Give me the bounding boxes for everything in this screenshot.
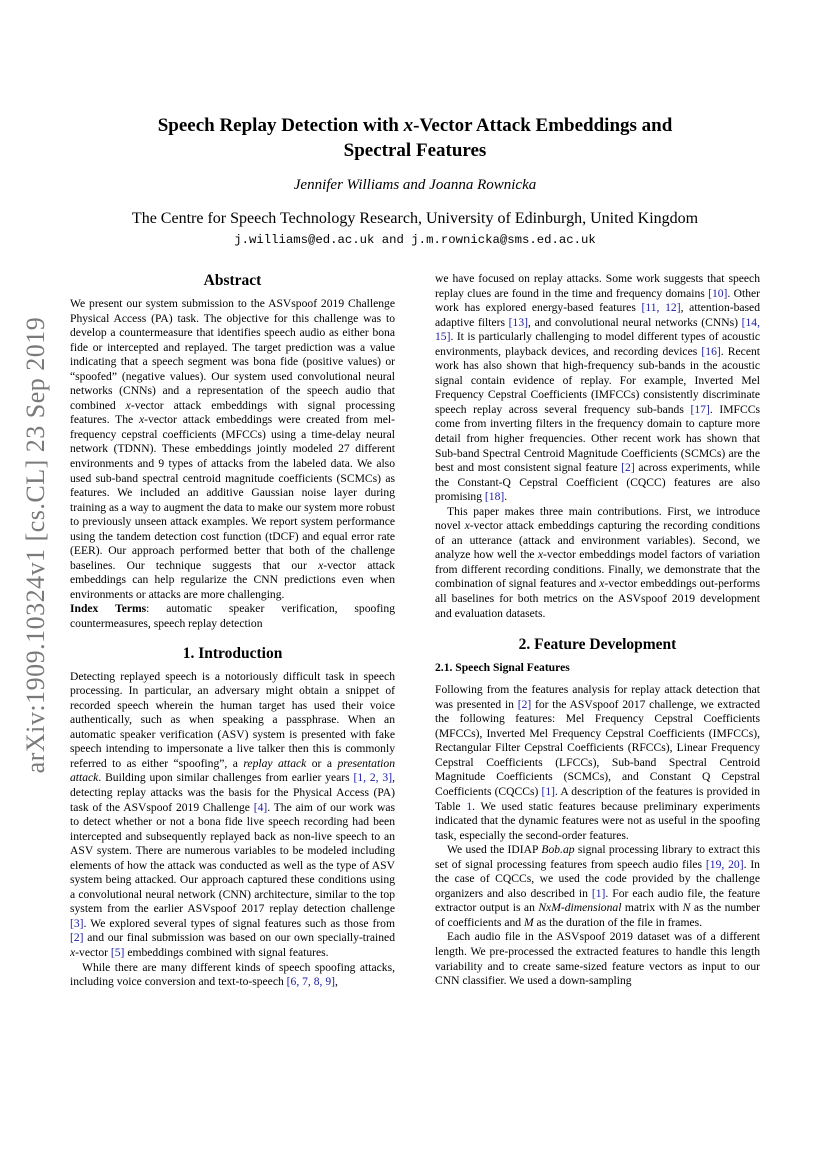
italic-x: x <box>537 548 544 562</box>
math-symbol: N <box>682 901 691 915</box>
arxiv-identifier: arXiv:1909.10324v1 [cs.CL] 23 Sep 2019 <box>21 316 50 774</box>
intro-part: . The aim of our work was to detect whether or not a bona fide live speech recording had been intercepted and subsequently replayed back as non-live speech to an ASV system. There are numerous variables to be modeled including elements of how the attack was conducted as well as the type of ASV system being attacked. Our approach captured these conditions using a convolutional neural network (CNN) architecture, similar to the top system from the earlier ASVspoof 2017 replay detection challenge <box>70 800 395 916</box>
text-part: . <box>504 490 508 504</box>
features-paragraph-1 <box>435 683 760 843</box>
italic-x: x <box>70 945 76 959</box>
text-part: . In the case of CQCCs, we used the code provided by the challenge organizers and also described in <box>435 857 760 900</box>
text-italic: -dimensional <box>560 901 622 915</box>
introduction-heading: 1. Introduction <box>182 644 283 662</box>
text-part: for the ASVspoof 2017 challenge, we extracted the following features: Mel Frequency Cepstral Coefficients (MFCCs), Inverted Mel Frequency Cepstral Coefficients (IMFCCs), Rectangular Filter Cepstral Coefficients (RFCCs), Linear Frequency Cepstral Coefficients (LFCCs), Sub-band Spectral Centroid Magnitude Coefficients (SCMCs), and Constant Q Cepstral Coefficients (CQCCs) <box>435 697 760 798</box>
text-part: . For each audio file, the feature extractor output is an <box>435 886 761 915</box>
citation-link[interactable]: [5] <box>110 945 125 959</box>
speech-signal-features-subheading: 2.1. Speech Signal Features <box>435 661 570 675</box>
feature-development-heading: 2. Feature Development <box>518 636 677 654</box>
citation-link[interactable]: [16] <box>701 344 721 358</box>
text-part: . A description of the features is provided in Table <box>435 784 761 813</box>
citation-link[interactable]: [14, 15] <box>435 315 760 344</box>
intro-part: While there are many different kinds of speech spoofing attacks, including voice conversion and text-to-speech <box>70 960 395 989</box>
text-part: -vector embeddings out-performs all baselines for both metrics on the ASVspoof 2019 development and evaluation datasets. <box>435 577 760 620</box>
left-column <box>70 272 395 990</box>
intro-part: or a <box>306 756 338 770</box>
features-paragraph-2 <box>435 843 760 930</box>
intro-paragraph-2 <box>70 961 395 990</box>
text-part: we have focused on replay attacks. Some work suggests that speech replay clues are found in the time and frequency domains <box>435 272 760 300</box>
index-terms <box>70 602 395 631</box>
math-symbol: M <box>523 915 534 929</box>
math-symbol: NxM <box>538 901 561 915</box>
italic-x: x <box>138 413 145 427</box>
text-part: . Recent work has also shown that high-frequency sub-bands in the acoustic signal contain evidence of replay. For example, Inverted Mel Frequency Cepstral Coefficients (IMFCCs) consistently discriminate speech replay across several frequency sub-bands <box>435 344 760 416</box>
citation-link[interactable]: [3] <box>70 916 84 930</box>
intro-part: and our final submission was based on our own specially-trained <box>83 931 395 945</box>
italic-x: x <box>599 577 605 591</box>
arxiv-sidebar <box>16 250 56 840</box>
citation-link[interactable]: [1] <box>541 784 556 798</box>
title-line1-x: x <box>403 115 414 136</box>
citation-link[interactable]: [10] <box>708 286 728 300</box>
abstract-text <box>70 297 395 602</box>
text-part: as the duration of the file in frames. <box>533 915 703 929</box>
text-part: as the number of coefficients and <box>435 901 761 929</box>
abstract-heading: Abstract <box>203 272 262 289</box>
text-part: Following from the features analysis for replay attack detection that was presented in <box>435 683 760 711</box>
text-part: -vector embeddings model factors of variation from different recording conditions. Finally, we demonstrate that the combination of signal features and <box>435 548 760 591</box>
italic-x: x <box>318 558 324 572</box>
text-part: . Other work has explored energy-based features <box>435 286 760 315</box>
citation-link[interactable]: [18] <box>484 490 505 504</box>
author-emails: j.williams@ed.ac.uk and j.m.rownicka@sms.ed.ac.uk <box>234 233 596 247</box>
intro-part: . Building upon similar challenges from earlier years <box>98 771 354 785</box>
abstract-part: -vector attack embeddings were created from mel-frequency cepstral coefficients (MFCCs) using a time-delay neural network (TDNN). These embeddings jointly modeled 27 different environments and 9 types of attacks from the labeled data. We also used sub-band spectral centroid magnitude coefficients (SCMCs) as features. We included an additive Gaussian noise layer during training as a way to augment the data to make our system more robust to previously unseen attack examples. We report system performance using the tandem detection cost function (tDCF) and equal error rate (EER). Our approach performed better that both of the challenge baselines. Our technique suggests that our <box>70 413 395 572</box>
text-part: signal processing library to extract this set of signal processing features from speech audio files <box>435 843 760 871</box>
intro-part: -vector <box>75 945 111 959</box>
text-part: , and convolutional neural networks (CNNs) <box>528 315 742 329</box>
table-reference-link[interactable]: 1 <box>466 799 473 813</box>
intro-part: , <box>334 975 338 989</box>
intro-italic: replay attack <box>243 756 307 770</box>
related-work-paragraph <box>435 272 760 505</box>
citation-link[interactable]: [2] <box>517 697 532 711</box>
citation-link[interactable]: [17] <box>690 402 710 416</box>
citation-link[interactable]: [2] <box>621 461 635 475</box>
features-paragraph-3: Each audio file in the ASVspoof 2019 dataset was of a different length. We pre-processed the extracted features to handle this length variability and to create same-sized feature vectors as input to our CNN classifier. We used a down-sampling <box>435 930 760 988</box>
text-part: -vector attack embeddings capturing the recording conditions of an utterance (attack and environment variables). Second, we analyze how well the <box>435 519 760 562</box>
text-part: . IMFCCs come from inverting filters in the frequency domain to capture more detail from higher frequencies. Other recent work has shown that Sub-band Spectral Centroid Magnitude Coefficients (SCMCs) are the best and most consistent signal feature <box>435 402 760 475</box>
intro-part: , detecting replay attacks was the basis for the Physical Access (PA) task of the ASVspoof 2019 Challenge <box>70 771 395 814</box>
text-part: matrix with <box>621 901 683 915</box>
right-column <box>435 272 760 989</box>
citation-link[interactable]: [11, 12] <box>641 301 681 315</box>
title-line1-b: -Vector Attack Embeddings and <box>413 115 673 136</box>
citation-link[interactable]: [1, 2, 3] <box>353 771 393 785</box>
citation-link[interactable]: [13] <box>508 315 528 329</box>
citation-link[interactable]: [2] <box>70 931 84 945</box>
index-terms-text: : automatic speaker verification, spoofing countermeasures, speech replay detection <box>70 602 396 631</box>
text-part: . It is particularly challenging to model different types of acoustic environments, playback devices, and recording devices <box>435 330 760 358</box>
abstract-part: We present our system submission to the ASVspoof 2019 Challenge Physical Access (PA) task. The objective for this challenge was to develop a countermeasure that identifies speech audio as either bona fide or intercepted and replayed. The target prediction was a value indicating that a speech segment was bona fide (positive values) or “spoofed” (negative values). Our system used convolutional neural networks (CNNs) and a representation of the speech audio that combined <box>70 297 395 412</box>
intro-paragraph-1 <box>70 670 395 961</box>
citation-link[interactable]: [19, 20] <box>705 857 744 871</box>
contributions-paragraph <box>435 505 760 621</box>
italic-x: x <box>125 398 131 412</box>
text-part: This paper makes three main contributions. First, we introduce novel <box>435 504 760 533</box>
text-part: . We used static features because preliminary experiments indicated that the dynamic features were not as useful in the spoofing task, especially the second-order features. <box>435 799 760 842</box>
text-part: , attention-based adaptive filters <box>435 301 760 329</box>
intro-part: embeddings combined with signal features. <box>124 945 329 959</box>
intro-part: Detecting replayed speech is a notoriously difficult task in speech processing. In particular, an adversary might obtain a snippet of recorded speech wherein the human target has used their voice authentically, such as when speaking a passphrase. When an automatic speaker verification (ASV) system is presented with fake speech intending to impersonate a live talker then this is commonly referred to as either “spoofing”, a <box>70 669 395 770</box>
abstract-part: -vector attack embeddings can help regularize the CNN predictions even when environments or attacks are more challenging. <box>70 558 395 601</box>
intro-part: . We explored several types of signal features such as those from <box>83 916 395 930</box>
abstract-part: -vector attack embeddings with signal processing features. The <box>70 398 395 427</box>
citation-link[interactable]: [4] <box>253 800 268 814</box>
title-line2: Spectral Features <box>343 140 487 161</box>
text-part: across experiments, while the Constant-Q Cepstral Coefficient (CQCC) features are also promising <box>435 461 760 504</box>
affiliation: The Centre for Speech Technology Research, University of Edinburgh, United Kingdom <box>131 210 699 227</box>
citation-link[interactable]: [1] <box>591 886 606 900</box>
paper-title <box>110 113 720 163</box>
index-terms-label: Index Terms <box>70 602 147 616</box>
text-part: We used the IDIAP <box>447 843 542 857</box>
title-line1-a: Speech Replay Detection with <box>157 115 404 136</box>
italic-x: x <box>464 519 470 533</box>
intro-italic: presentation attack <box>70 756 395 785</box>
author-list: Jennifer Williams and Joanna Rownicka <box>293 177 537 193</box>
citation-link[interactable]: [6, 7, 8, 9] <box>286 975 335 989</box>
library-name: Bob.ap <box>541 843 575 857</box>
